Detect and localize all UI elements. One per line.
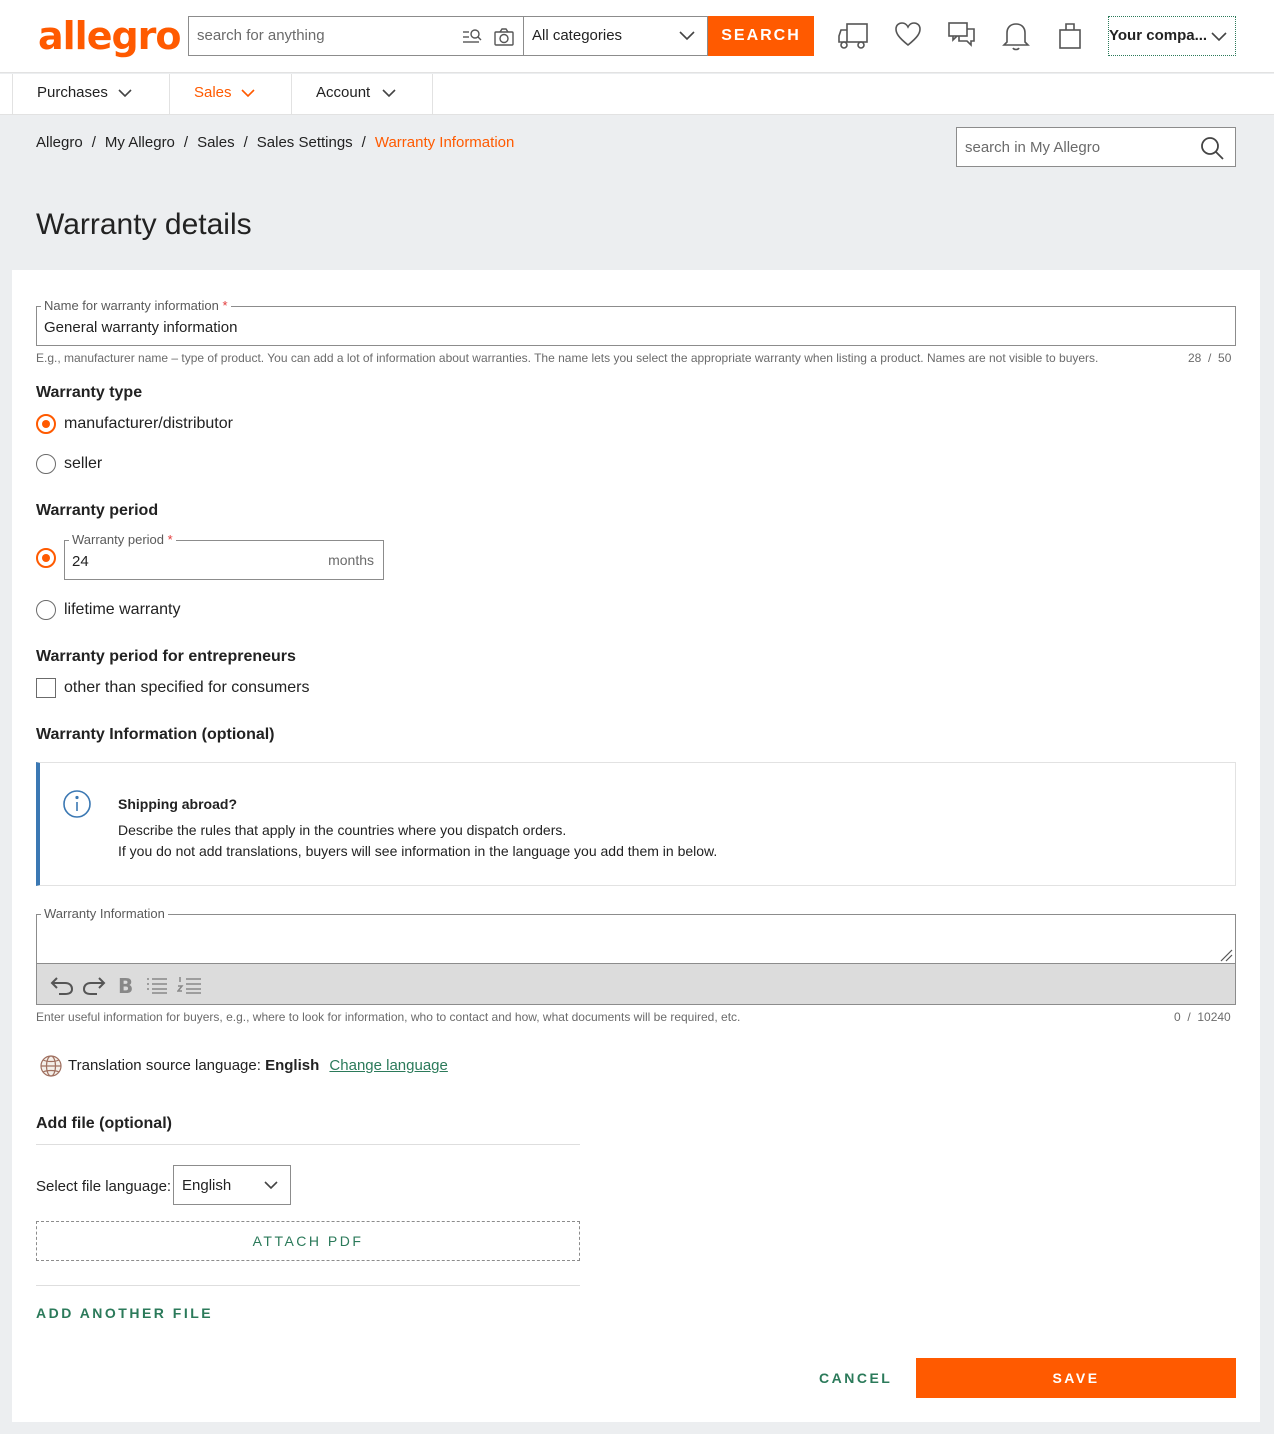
main-nav — [0, 74, 1274, 115]
file-language-value: English — [182, 1177, 232, 1194]
cancel-button[interactable]: CANCEL — [819, 1370, 893, 1386]
entrepreneurs-checkbox[interactable] — [36, 678, 56, 698]
notice-line: Describe the rules that apply in the countries where you dispatch orders. — [118, 822, 567, 838]
nav-item-account[interactable] — [291, 74, 433, 115]
globe-icon — [39, 1054, 63, 1078]
text-editor-toolbar — [36, 963, 1236, 1005]
search-divider — [523, 17, 524, 55]
nav-item-label: Account — [316, 84, 371, 101]
search-button[interactable]: SEARCH — [708, 16, 814, 56]
radio-manufacturer-label[interactable]: manufacturer/distributor — [64, 415, 233, 432]
chevron-down-icon — [1211, 30, 1227, 42]
period-unit: months — [328, 552, 374, 568]
undo-icon[interactable] — [49, 974, 75, 996]
search-icon[interactable] — [1199, 135, 1225, 161]
field-label: Name for warranty information * — [41, 298, 231, 314]
radio-manufacturer[interactable] — [36, 414, 56, 434]
bullet-list-icon[interactable] — [145, 974, 169, 996]
numbered-list-icon[interactable] — [177, 974, 203, 996]
file-language-label: Select file language: — [36, 1178, 172, 1195]
notice-title: Shipping abroad? — [118, 796, 237, 812]
translation-source: Translation source language: English Change language — [68, 1057, 448, 1074]
my-allegro-search[interactable] — [956, 127, 1236, 167]
change-language-link[interactable]: Change language — [329, 1057, 448, 1074]
section-divider — [36, 1144, 580, 1145]
messages-icon[interactable] — [947, 20, 977, 50]
delivery-truck-icon[interactable] — [837, 20, 871, 52]
page-title: Warranty details — [36, 208, 252, 241]
entrepreneurs-heading: Warranty period for entrepreneurs — [36, 648, 296, 665]
redo-icon[interactable] — [81, 974, 107, 996]
nav-item-sales[interactable] — [169, 74, 291, 115]
warranty-name-value: General warranty information — [44, 319, 238, 336]
radio-period[interactable] — [36, 548, 56, 568]
warranty-period-input[interactable] — [64, 532, 384, 580]
heart-icon[interactable] — [894, 20, 922, 50]
svg-text:B: B — [118, 974, 134, 996]
info-icon — [62, 789, 92, 819]
warranty-name-field[interactable] — [36, 298, 1236, 346]
visual-search-icon[interactable] — [461, 26, 483, 48]
search-input[interactable]: search for anything — [197, 27, 325, 44]
warranty-info-hint: Enter useful information for buyers, e.g., where to look for information, who to contact and how, what documents will be required, etc. — [36, 1010, 741, 1024]
breadcrumb-item[interactable]: Sales — [197, 134, 235, 151]
notice-line: If you do not add translations, buyers will see information in the language you add them in below. — [118, 843, 718, 859]
warranty-period-heading: Warranty period — [36, 502, 159, 519]
company-name: Your compa... — [1109, 27, 1208, 44]
section-divider — [36, 1285, 580, 1286]
warranty-period-value: 24 — [72, 553, 89, 570]
chevron-down-icon — [382, 88, 396, 98]
chevron-down-icon — [264, 1180, 278, 1190]
warranty-type-heading: Warranty type — [36, 384, 143, 401]
save-button[interactable]: SAVE — [916, 1358, 1236, 1398]
breadcrumb-item[interactable]: Allegro — [36, 134, 83, 151]
nav-item-label: Purchases — [37, 84, 108, 101]
entrepreneurs-checkbox-label[interactable]: other than specified for consumers — [64, 679, 310, 696]
nav-item-label: Sales — [194, 84, 232, 101]
breadcrumb-current: Warranty Information — [374, 134, 515, 151]
company-account-menu[interactable] — [1108, 16, 1236, 56]
add-file-heading: Add file (optional) — [36, 1115, 172, 1132]
warranty-info-heading: Warranty Information (optional) — [36, 726, 275, 743]
breadcrumb-item[interactable]: Sales Settings — [256, 134, 353, 151]
radio-lifetime[interactable] — [36, 600, 56, 620]
warranty-info-char-count: 0 / 10240 — [1174, 1010, 1231, 1024]
add-another-file-button[interactable]: ADD ANOTHER FILE — [36, 1305, 214, 1321]
radio-seller-label[interactable]: seller — [64, 455, 103, 472]
category-select[interactable]: All categories — [532, 27, 623, 44]
resize-handle-icon[interactable] — [1219, 948, 1233, 962]
radio-lifetime-label[interactable]: lifetime warranty — [64, 601, 181, 618]
chevron-down-icon — [679, 29, 695, 41]
field-label: Warranty Information — [41, 906, 168, 922]
name-char-count: 28 / 50 — [1188, 351, 1232, 365]
chevron-down-icon — [241, 88, 255, 98]
breadcrumb-item[interactable]: My Allegro — [104, 134, 175, 151]
allegro-logo[interactable]: allegro — [38, 14, 181, 58]
field-label: Warranty period * — [69, 532, 176, 548]
nav-item-purchases[interactable] — [12, 74, 169, 115]
shopping-bag-icon[interactable] — [1058, 20, 1082, 52]
file-language-select[interactable] — [173, 1165, 291, 1205]
translation-language: English — [265, 1057, 320, 1074]
radio-seller[interactable] — [36, 454, 56, 474]
my-allegro-search-input[interactable]: search in My Allegro — [965, 139, 1101, 156]
bell-icon[interactable] — [1002, 20, 1030, 52]
top-header — [0, 0, 1274, 73]
chevron-down-icon — [118, 88, 132, 98]
shipping-abroad-notice — [36, 762, 1236, 886]
search-bar — [188, 16, 708, 56]
name-hint: E.g., manufacturer name – type of product. You can add a lot of information about warranties. The name lets you select the appropriate warranty when listing a product. Names are not visible to buyers. — [36, 351, 1099, 365]
warranty-info-textarea[interactable] — [36, 906, 1236, 964]
attach-pdf-button[interactable]: ATTACH PDF — [36, 1221, 580, 1261]
camera-icon[interactable] — [493, 26, 515, 48]
bold-icon[interactable] — [117, 974, 135, 996]
breadcrumb: Allegro / My Allegro / Sales / Sales Settings / Warranty Information — [36, 134, 515, 151]
